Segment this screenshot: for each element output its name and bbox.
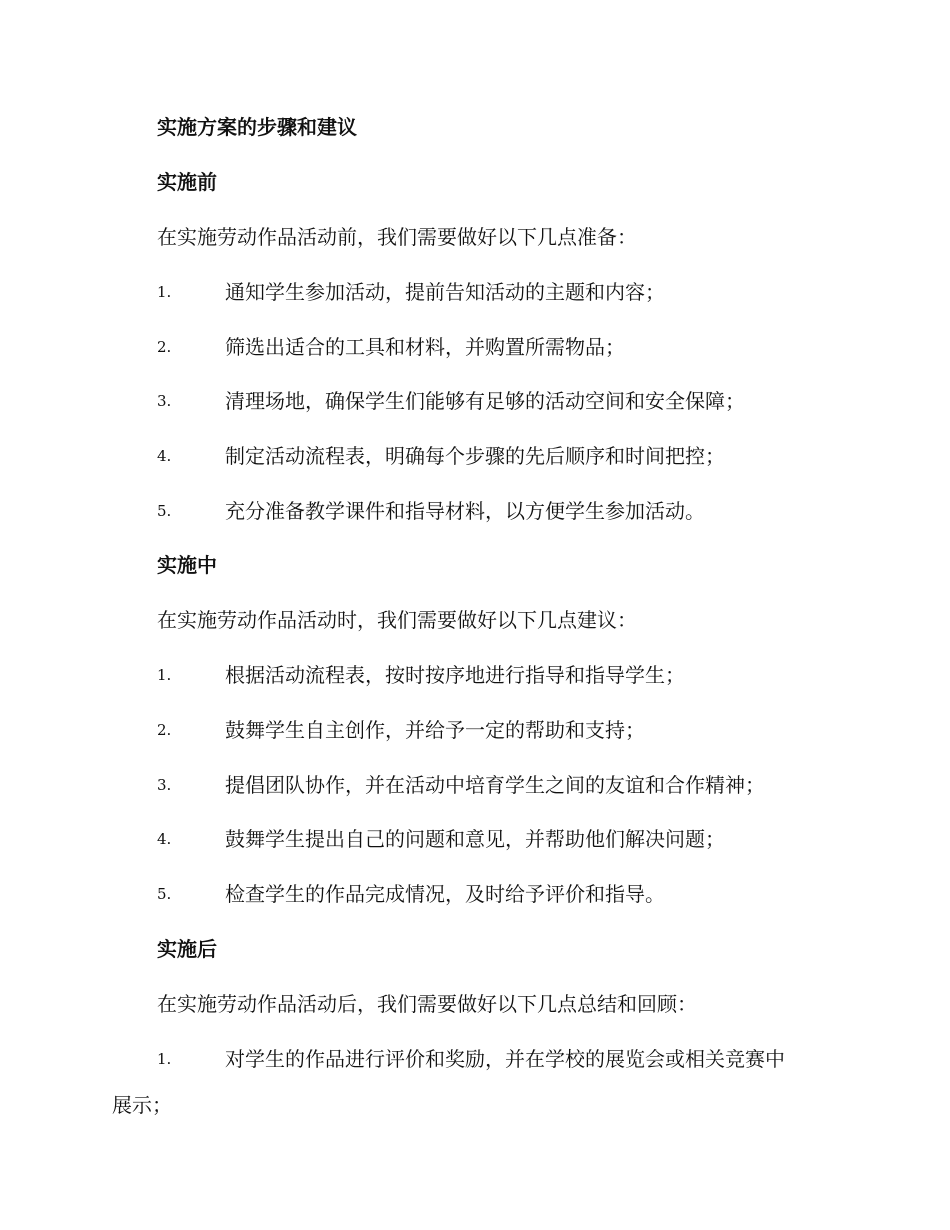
document-title: 实施方案的步骤和建议 — [157, 115, 357, 139]
list-item-number: 4. — [157, 447, 172, 465]
list-item-text: 通知学生参加活动，提前告知活动的主题和内容； — [225, 280, 665, 304]
list-item-number: 2. — [157, 721, 172, 739]
section-intro-during: 在实施劳动作品活动时，我们需要做好以下几点建议： — [157, 608, 637, 632]
section-intro-after: 在实施劳动作品活动后，我们需要做好以下几点总结和回顾： — [157, 992, 697, 1016]
list-item-text: 充分准备教学课件和指导材料，以方便学生参加活动。 — [225, 499, 705, 523]
list-item — [112, 1045, 842, 1117]
list-item — [157, 442, 847, 470]
list-item — [157, 333, 847, 361]
list-item-number: 4. — [157, 830, 172, 848]
list-item — [157, 497, 847, 525]
list-item-number: 3. — [157, 776, 172, 794]
list-item-text-continued: 展示； — [112, 1093, 172, 1117]
list-item — [157, 661, 847, 689]
list-item-text: 清理场地，确保学生们能够有足够的活动空间和安全保障； — [225, 389, 745, 413]
list-item-text: 筛选出适合的工具和材料，并购置所需物品； — [225, 335, 625, 359]
list-item-number: 3. — [157, 392, 172, 410]
section-heading-during: 实施中 — [157, 553, 217, 577]
list-item-text: 根据活动流程表，按时按序地进行指导和指导学生； — [225, 663, 685, 687]
list-item-number: 1. — [157, 283, 172, 301]
list-item-text: 提倡团队协作，并在活动中培育学生之间的友谊和合作精神； — [225, 773, 765, 797]
list-item-text: 对学生的作品进行评价和奖励，并在学校的展览会或相关竞赛中 — [225, 1047, 785, 1071]
list-item-number: 5. — [157, 502, 172, 520]
list-item-number: 2. — [157, 338, 172, 356]
list-item — [157, 278, 847, 306]
list-item-number: 1. — [157, 666, 172, 684]
list-item — [157, 716, 847, 744]
list-item — [157, 880, 847, 908]
list-item-number: 5. — [157, 885, 172, 903]
list-item-number: 1. — [157, 1050, 172, 1068]
list-item-text: 检查学生的作品完成情况，及时给予评价和指导。 — [225, 882, 665, 906]
list-item-text: 制定活动流程表，明确每个步骤的先后顺序和时间把控； — [225, 444, 725, 468]
list-item-text: 鼓舞学生自主创作，并给予一定的帮助和支持； — [225, 718, 645, 742]
section-intro-before: 在实施劳动作品活动前，我们需要做好以下几点准备： — [157, 225, 637, 249]
section-heading-after: 实施后 — [157, 937, 217, 961]
section-heading-before: 实施前 — [157, 170, 217, 194]
list-item — [157, 387, 847, 415]
list-item-text: 鼓舞学生提出自己的问题和意见，并帮助他们解决问题； — [225, 827, 725, 851]
list-item — [157, 771, 847, 799]
list-item — [157, 825, 847, 853]
